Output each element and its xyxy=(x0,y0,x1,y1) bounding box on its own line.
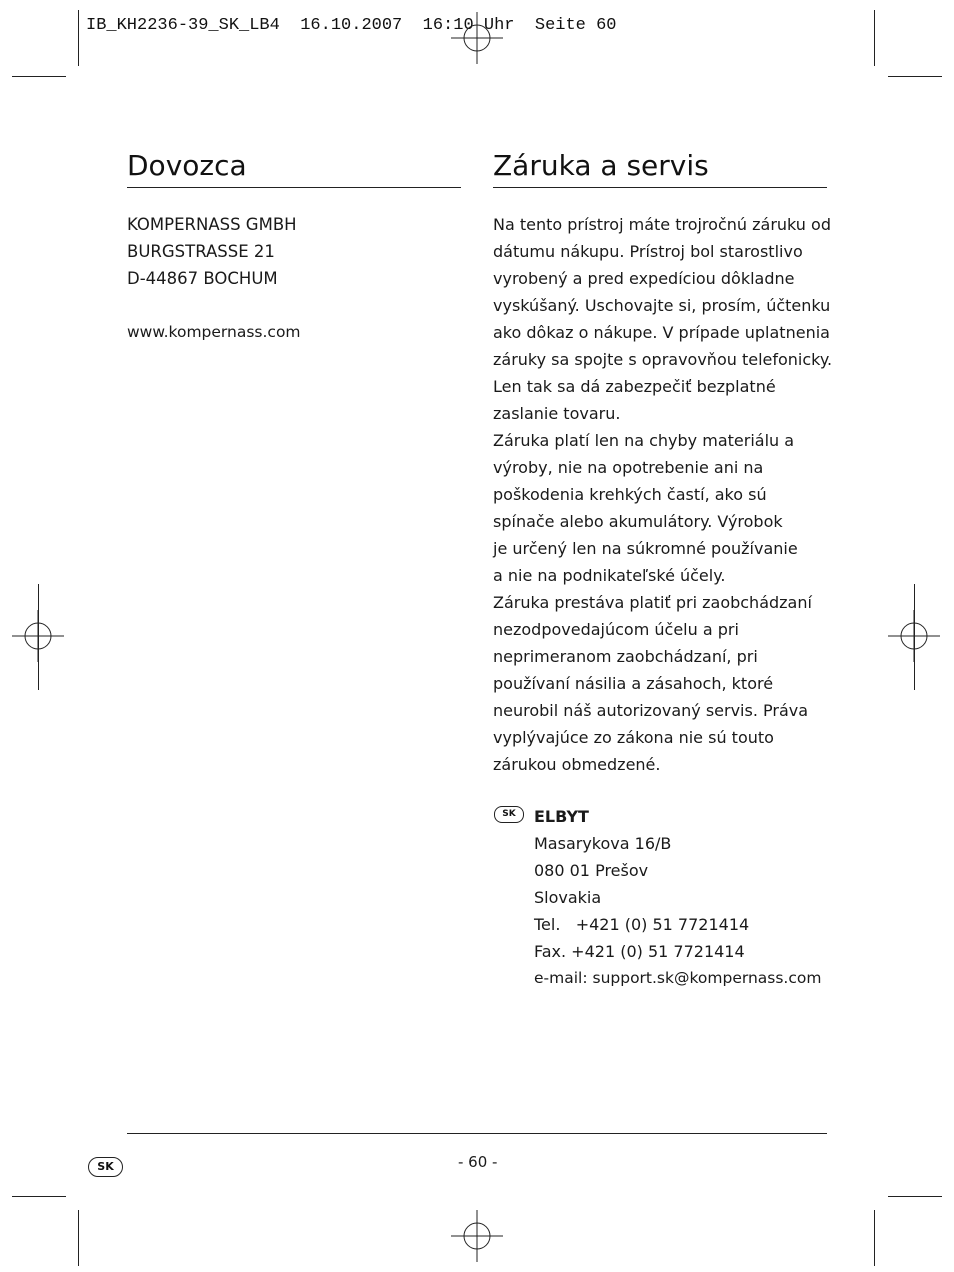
importer-website xyxy=(127,319,301,346)
warranty-line: neprimeranom zaobchádzaní, pri xyxy=(493,647,758,666)
warranty-line: neurobil náš autorizovaný servis. Práva xyxy=(493,701,809,720)
importer-heading: Dovozca xyxy=(127,149,247,182)
warranty-line: ako dôkaz o nákupe. V prípade uplatnenia xyxy=(493,323,830,342)
crop-mark xyxy=(78,10,79,66)
service-address xyxy=(534,803,821,992)
registration-line xyxy=(914,584,915,690)
warranty-line: vyplývajúce zo zákona nie sú touto xyxy=(493,728,774,747)
warranty-line: používaní násilia a zásahoch, ktoré xyxy=(493,674,774,693)
service-city: 080 01 Prešov xyxy=(534,861,649,880)
service-phone: Tel. +421 (0) 51 7721414 xyxy=(534,915,750,934)
warranty-line: spínače alebo akumulátory. Výrobok xyxy=(493,512,783,531)
crop-mark xyxy=(874,1210,875,1266)
print-slug-header: IB_KH2236-39_SK_LB4 16.10.2007 16:10 Uhr Seite 60 xyxy=(86,16,617,35)
warranty-line: vyrobený a pred expedíciou dôkladne xyxy=(493,269,795,288)
address-line: KOMPERNASS GMBH xyxy=(127,215,297,234)
crop-mark xyxy=(12,76,66,77)
footer-rule xyxy=(127,1133,827,1134)
page-number: - 60 - xyxy=(458,1153,498,1171)
registration-line xyxy=(38,584,39,690)
service-fax: Fax. +421 (0) 51 7721414 xyxy=(534,942,745,961)
footer-language-badge: SK xyxy=(88,1157,123,1177)
warranty-line: nezodpovedajúcom účelu a pri xyxy=(493,620,739,639)
service-country: Slovakia xyxy=(534,888,602,907)
warranty-line: Len tak sa dá zabezpečiť bezplatné xyxy=(493,377,776,396)
crop-mark xyxy=(888,76,942,77)
warranty-line: a nie na podnikateľské účely. xyxy=(493,566,726,585)
warranty-heading-rule xyxy=(493,187,827,188)
website-link: www.kompernass.com xyxy=(127,323,301,341)
warranty-line: dátumu nákupu. Prístroj bol starostlivo xyxy=(493,242,803,261)
warranty-heading: Záruka a servis xyxy=(493,149,709,182)
warranty-line: je určený len na súkromné používanie xyxy=(493,539,798,558)
crop-mark xyxy=(12,1196,66,1197)
warranty-line: Záruka prestáva platiť pri zaobchádzaní xyxy=(493,593,812,612)
registration-mark-icon xyxy=(451,1210,503,1262)
warranty-line: Záruka platí len na chyby materiálu a xyxy=(493,431,795,450)
warranty-line: výroby, nie na opotrebenie ani na xyxy=(493,458,764,477)
warranty-line: vyskúšaný. Uschovajte si, prosím, účtenku xyxy=(493,296,831,315)
service-street: Masarykova 16/B xyxy=(534,834,672,853)
warranty-body xyxy=(493,211,832,778)
service-company-name: ELBYT xyxy=(534,807,589,826)
importer-heading-rule xyxy=(127,187,461,188)
crop-mark xyxy=(78,1210,79,1266)
warranty-line: záruky sa spojte s opravovňou telefonicky. xyxy=(493,350,833,369)
warranty-line: Na tento prístroj máte trojročnú záruku od xyxy=(493,215,831,234)
service-email: e-mail: support.sk@kompernass.com xyxy=(534,969,822,987)
warranty-line: poškodenia krehkých častí, ako sú xyxy=(493,485,767,504)
crop-mark xyxy=(874,10,875,66)
address-line: D-44867 BOCHUM xyxy=(127,269,278,288)
registration-mark-icon xyxy=(451,12,503,64)
sk-country-badge: SK xyxy=(494,806,524,823)
address-line: BURGSTRASSE 21 xyxy=(127,242,275,261)
warranty-line: zaslanie tovaru. xyxy=(493,404,621,423)
crop-mark xyxy=(888,1196,942,1197)
importer-address xyxy=(127,211,297,292)
warranty-line: zárukou obmedzené. xyxy=(493,755,661,774)
